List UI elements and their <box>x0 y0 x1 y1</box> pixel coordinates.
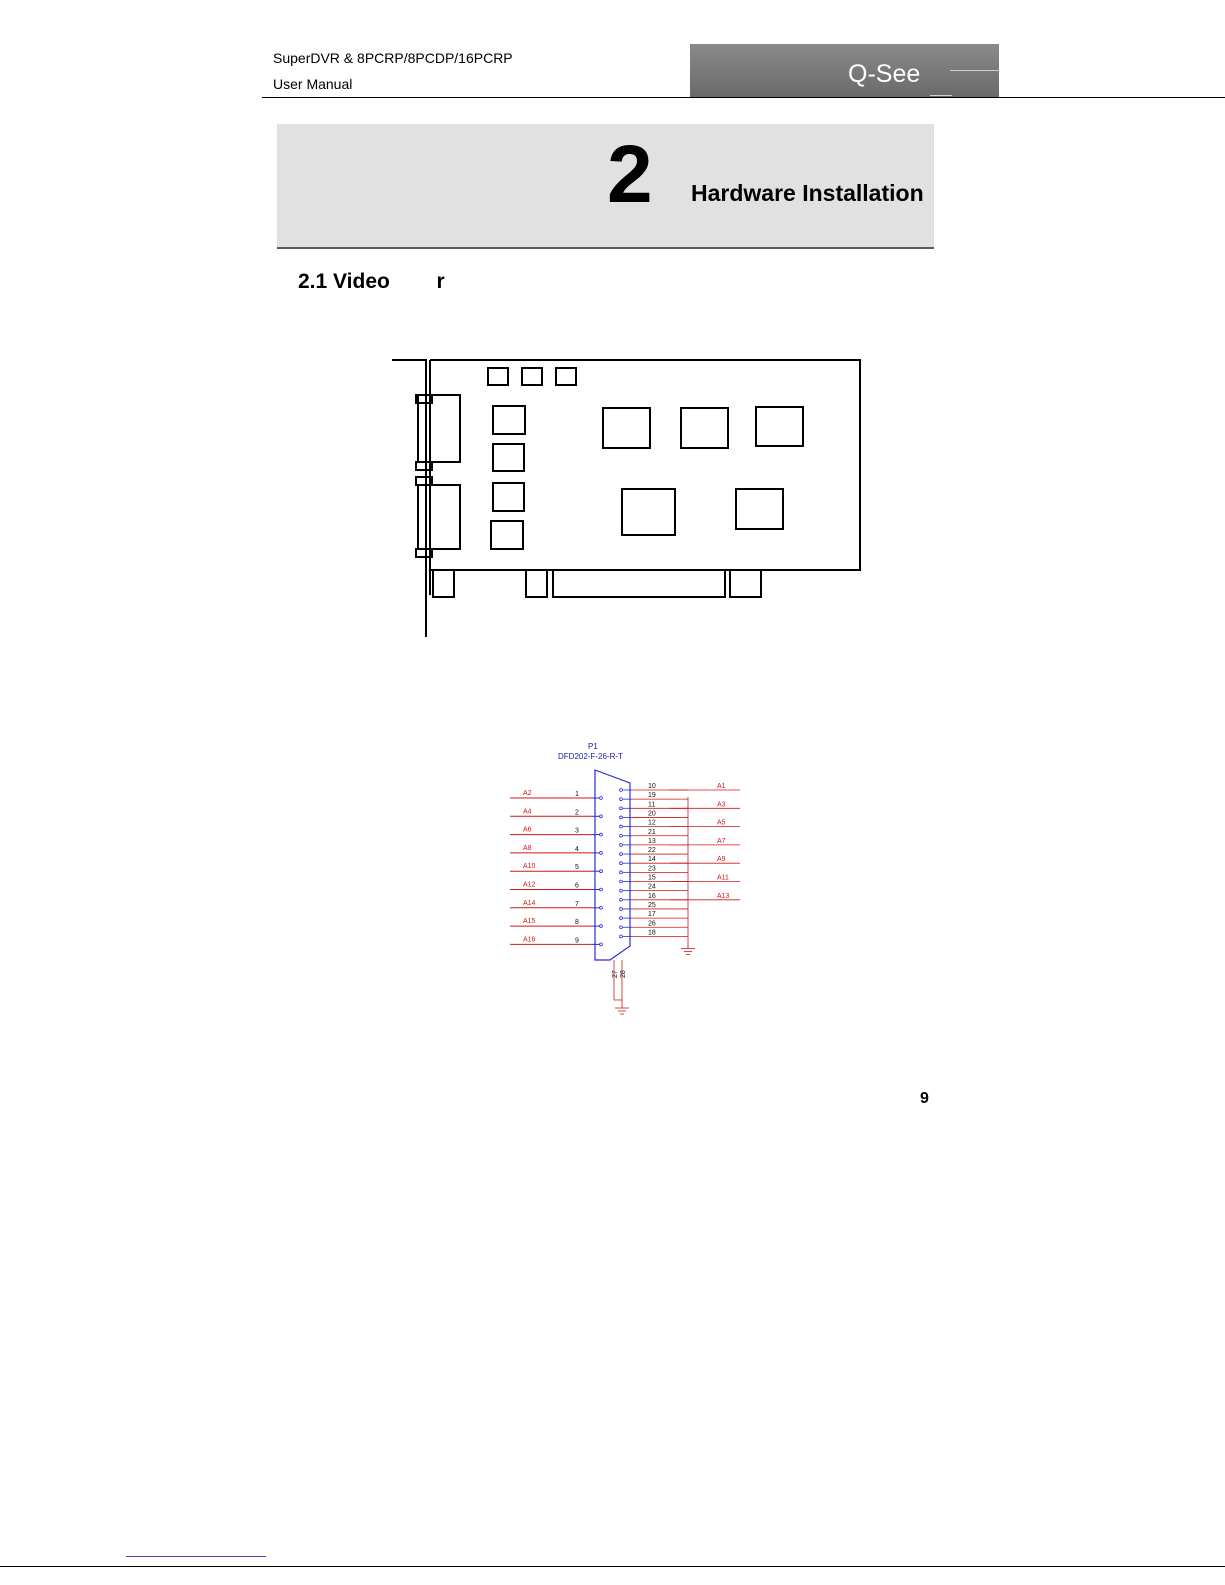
card-chip <box>522 368 542 385</box>
chapter-banner <box>277 124 934 249</box>
left-signal-label: A15 <box>523 918 536 926</box>
capture-card-illustration <box>380 350 870 645</box>
card-chip <box>493 483 524 511</box>
card-edge-tab <box>433 570 454 597</box>
right-pin-number: 12 <box>648 819 656 827</box>
right-pin-number: 26 <box>648 920 656 928</box>
left-signal-label: A2 <box>523 790 532 797</box>
card-chip <box>756 407 803 446</box>
card-chip <box>681 408 728 448</box>
right-pin-number: 21 <box>648 828 656 836</box>
pin-contact <box>600 852 603 855</box>
pin-contact <box>620 816 623 819</box>
chapter-number: 2 <box>607 129 653 220</box>
card-chip <box>488 368 508 385</box>
pin-contact <box>620 871 623 874</box>
header-doc-type: User Manual <box>273 76 353 92</box>
footer-divider <box>0 1566 1225 1567</box>
left-pin-number: 1 <box>575 791 579 798</box>
pin-contact <box>620 798 623 801</box>
left-pin-number: 6 <box>575 882 579 890</box>
card-pcb-outline <box>430 360 860 570</box>
right-pin-number: 11 <box>648 801 656 809</box>
schematic-ref: P1 <box>588 742 598 751</box>
card-chip <box>603 408 650 448</box>
pin-contact <box>600 888 603 891</box>
left-signal-label: A10 <box>523 863 536 871</box>
pin-contact <box>620 853 623 856</box>
left-signal-label: A12 <box>523 881 536 889</box>
right-pin-number: 16 <box>648 892 656 900</box>
right-signal-label: A7 <box>717 837 726 845</box>
pin-contact <box>620 935 623 938</box>
bottom-pin-number: 27 <box>612 970 619 978</box>
pin-contact <box>600 815 603 818</box>
chapter-title: Hardware Installation <box>691 180 924 206</box>
left-signal-label: A6 <box>523 826 532 834</box>
bottom-pin-number: 28 <box>620 970 627 978</box>
pin-contact <box>600 943 603 946</box>
pin-contact <box>620 889 623 892</box>
card-chip <box>493 406 525 434</box>
pin-contact <box>600 870 603 873</box>
right-pin-number: 24 <box>648 883 656 891</box>
pin-contact <box>620 825 623 828</box>
pin-contact <box>620 844 623 847</box>
db-connector-bottom <box>416 477 460 557</box>
right-signal-label: A9 <box>717 856 726 864</box>
connector-body <box>595 770 630 960</box>
section-title: 2.1 Video r <box>298 270 445 293</box>
db-connector-top <box>416 395 460 470</box>
right-pin-number: 17 <box>648 911 656 919</box>
right-pin-number: 23 <box>648 865 656 873</box>
left-signal-label: A8 <box>523 844 532 852</box>
pin-contact <box>600 797 603 800</box>
left-pin-number: 9 <box>575 937 579 945</box>
left-pin-number: 3 <box>575 827 579 835</box>
right-pin-number: 14 <box>648 856 656 864</box>
pin-contact <box>600 925 603 928</box>
footer-link-underline[interactable] <box>126 1556 266 1557</box>
left-pin-number: 2 <box>575 809 579 817</box>
right-signal-label: A1 <box>717 783 726 790</box>
connector-schematic <box>500 738 750 1023</box>
right-signal-label: A11 <box>717 874 729 882</box>
right-pin-number: 10 <box>648 783 656 790</box>
right-pin-number: 18 <box>648 929 656 937</box>
left-pin-number: 4 <box>575 845 579 853</box>
right-pin-number: 19 <box>648 792 656 800</box>
left-pin-number: 5 <box>575 864 579 872</box>
right-pin-number: 22 <box>648 847 656 855</box>
card-bracket <box>392 360 426 637</box>
right-signal-label: A3 <box>717 801 726 809</box>
header-product-line: SuperDVR & 8PCRP/8PCDP/16PCRP <box>273 50 513 66</box>
pin-contact <box>620 908 623 911</box>
left-pin-number: 7 <box>575 900 579 908</box>
pin-contact <box>620 862 623 865</box>
pin-contact <box>620 807 623 810</box>
left-signal-label: A16 <box>523 936 536 944</box>
card-chip <box>556 368 576 385</box>
pin-contact <box>620 880 623 883</box>
card-edge-tab <box>526 570 547 597</box>
pin-contact <box>600 906 603 909</box>
brand-logo-text: Q-See <box>848 60 921 88</box>
brand-banner <box>690 44 999 97</box>
brand-decor-line <box>930 95 952 96</box>
card-edge-connector <box>553 570 725 597</box>
right-pin-number: 13 <box>648 837 656 845</box>
right-pin-number: 25 <box>648 901 656 909</box>
header-divider <box>262 97 1225 98</box>
left-signal-label: A14 <box>523 899 536 907</box>
brand-decor-line <box>950 70 999 71</box>
right-pin-number: 15 <box>648 874 656 882</box>
pin-contact <box>600 833 603 836</box>
right-signal-label: A5 <box>717 819 726 827</box>
right-signal-label: A13 <box>717 892 730 900</box>
pin-contact <box>620 898 623 901</box>
right-pin-number: 20 <box>648 810 656 818</box>
schematic-part: DFD202-F-26-R-T <box>558 752 623 761</box>
page-number: 9 <box>920 1090 929 1107</box>
left-pin-number: 8 <box>575 919 579 927</box>
card-edge-tab <box>730 570 761 597</box>
card-chip <box>622 489 675 535</box>
pin-contact <box>620 917 623 920</box>
card-chip <box>493 444 524 471</box>
pin-contact <box>620 789 623 792</box>
pin-contact <box>620 834 623 837</box>
pin-contact <box>620 926 623 929</box>
card-chip <box>491 521 523 549</box>
left-signal-label: A4 <box>523 808 532 816</box>
card-chip <box>736 489 783 529</box>
